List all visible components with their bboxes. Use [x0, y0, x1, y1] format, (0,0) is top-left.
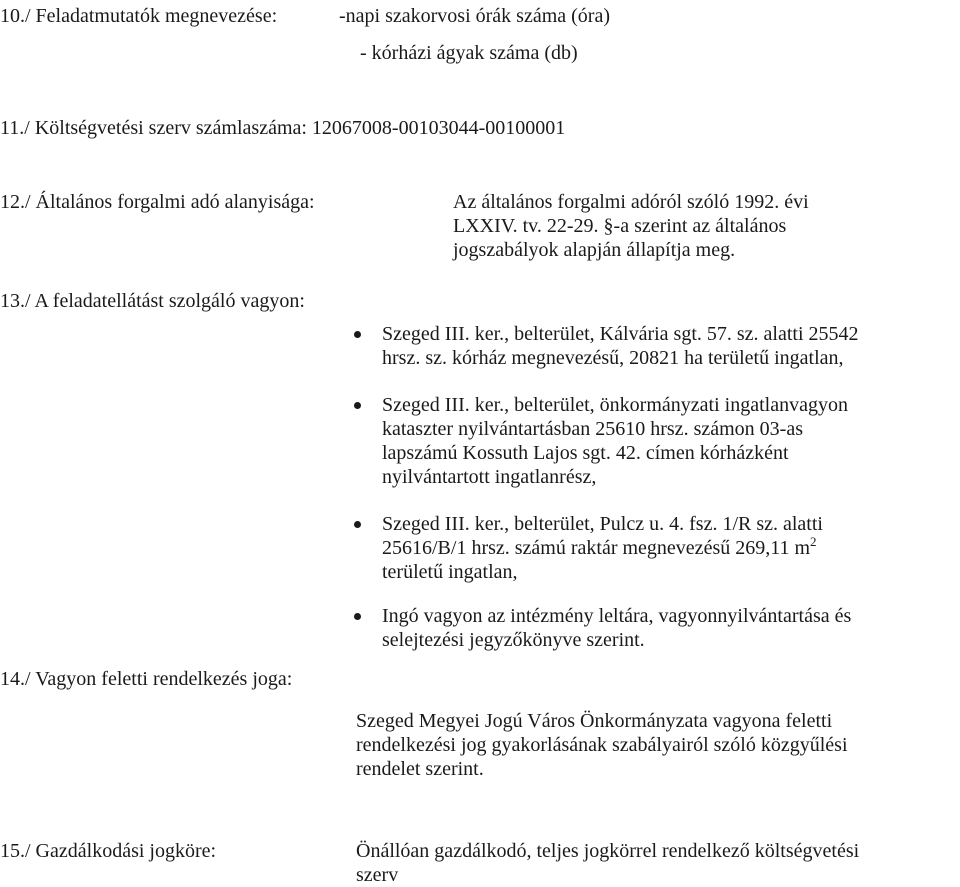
item-14-value — [356, 709, 848, 781]
bullet-2 — [382, 393, 848, 489]
bullet-3-line-1: Szeged III. ker., belterület, Pulcz u. 4. fsz. 1/R sz. alatti — [382, 513, 823, 535]
bullet-3-line-2-text: 25616/B/1 hrsz. számú raktár megnevezésű 269,11 m — [382, 537, 811, 559]
bullet-1-marker — [354, 331, 361, 338]
item-12-value — [453, 190, 809, 262]
bullet-2-marker — [354, 402, 361, 409]
bullet-4 — [382, 604, 851, 652]
bullet-3 — [382, 512, 823, 584]
square-superscript: 2 — [810, 534, 817, 549]
bullet-1-line-2: hrsz. sz. kórház megnevezésű, 20821 ha területű ingatlan, — [382, 347, 844, 369]
bullet-4-line-1: Ingó vagyon az intézmény leltára, vagyonnyilvántartása és — [382, 605, 852, 627]
item-14-label: 14./ Vagyon feletti rendelkezés joga: — [0, 668, 293, 690]
item-14-value-line-3: rendelet szerint. — [356, 758, 484, 780]
bullet-4-marker — [354, 613, 361, 620]
bullet-1 — [382, 322, 859, 370]
item-10-value-2: - kórházi ágyak száma (db) — [360, 42, 578, 64]
item-15-value-line-1: Önállóan gazdálkodó, teljes jogkörrel rendelkező költségvetési — [356, 840, 860, 862]
item-15-label: 15./ Gazdálkodási jogköre: — [0, 840, 217, 862]
item-12-label: 12./ Általános forgalmi adó alanyisága: — [0, 191, 315, 213]
item-10-label: 10./ Feladatmutatók megnevezése: — [0, 5, 278, 27]
item-15-value — [356, 839, 859, 887]
item-14-value-line-2: rendelkezési jog gyakorlásának szabályairól szóló közgyűlési — [356, 734, 848, 756]
bullet-4-line-2: selejtezési jegyzőkönyve szerint. — [382, 629, 645, 651]
item-13-label: 13./ A feladatellátást szolgáló vagyon: — [0, 290, 305, 312]
bullet-2-line-3: lapszámú Kossuth Lajos sgt. 42. címen kórházként — [382, 442, 789, 464]
bullet-3-line-2 — [382, 536, 823, 560]
item-12-value-line-1: Az általános forgalmi adóról szóló 1992. évi — [453, 191, 809, 213]
bullet-3-marker — [354, 521, 361, 528]
item-12-value-line-2: LXXIV. tv. 22-29. §-a szerint az általános — [453, 215, 787, 237]
bullet-1-line-1: Szeged III. ker., belterület, Kálvária sgt. 57. sz. alatti 25542 — [382, 323, 859, 345]
bullet-2-line-2: kataszter nyilvántartásban 25610 hrsz. számon 03-as — [382, 418, 803, 440]
bullet-3-line-3: területű ingatlan, — [382, 561, 518, 583]
item-12-value-line-3: jogszabályok alapján állapítja meg. — [453, 239, 736, 261]
item-14-value-line-1: Szeged Megyei Jogú Város Önkormányzata vagyona feletti — [356, 710, 833, 732]
bullet-2-line-1: Szeged III. ker., belterület, önkormányzati ingatlanvagyon — [382, 394, 848, 416]
item-15-value-line-2: szerv — [356, 864, 399, 886]
item-10-value-1: -napi szakorvosi órák száma (óra) — [339, 5, 610, 27]
bullet-2-line-4: nyilvántartott ingatlanrész, — [382, 466, 597, 488]
item-11-label: 11./ Költségvetési szerv számlaszáma: 12067008-00103044-00100001 — [0, 117, 566, 139]
